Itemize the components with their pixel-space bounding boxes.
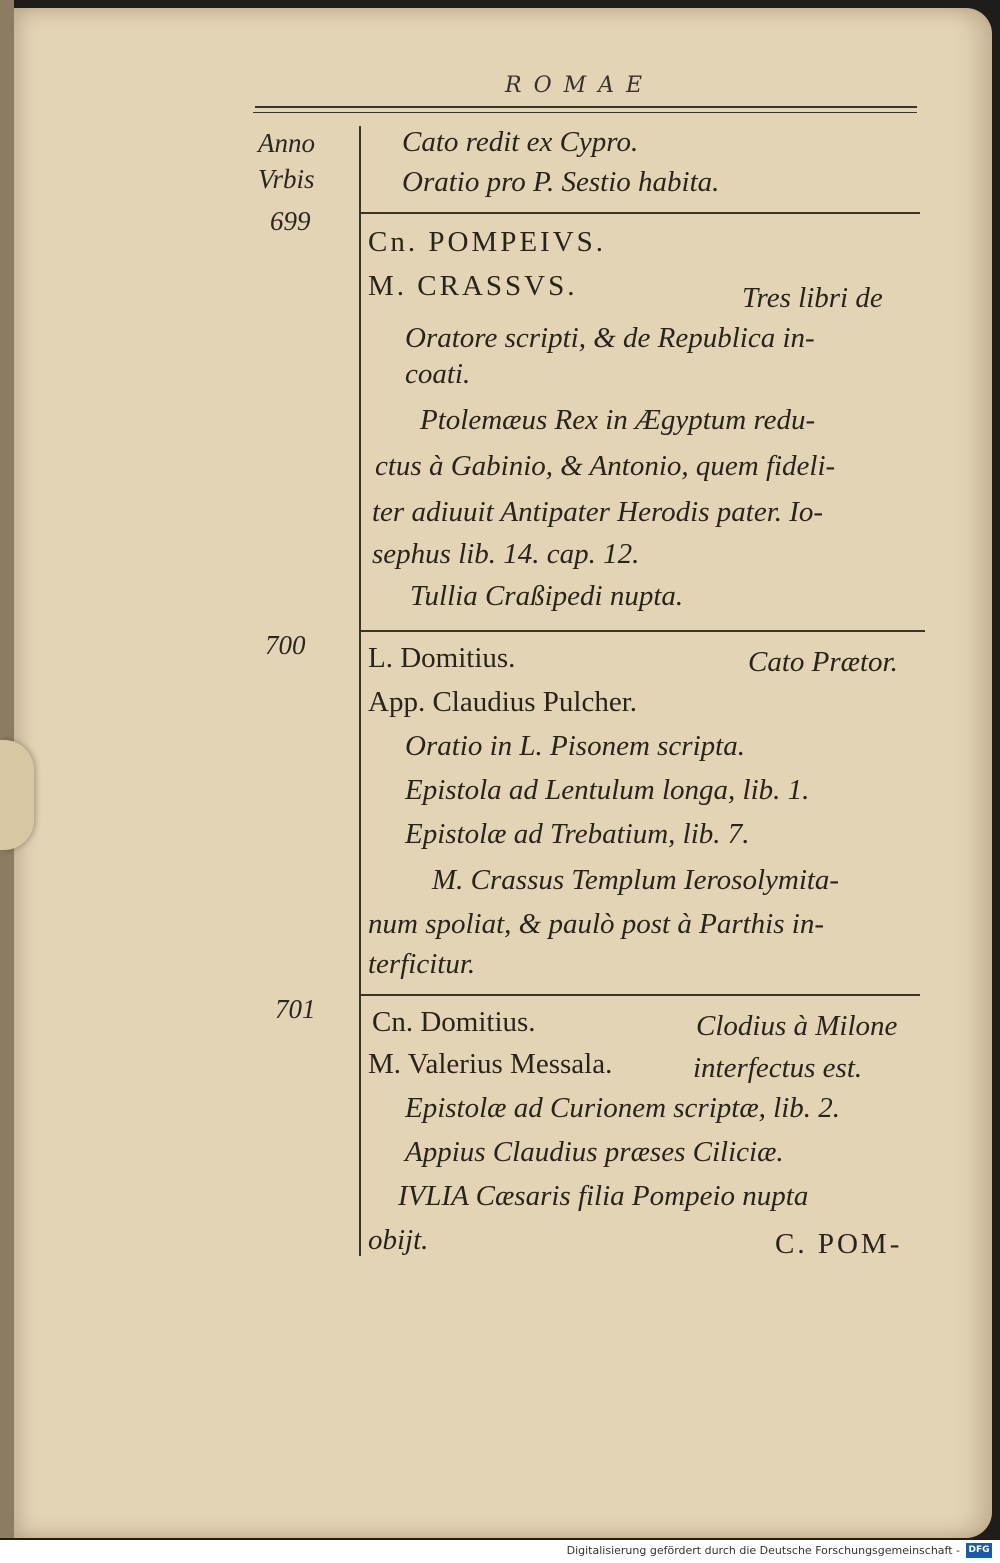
section-rule-700: [360, 630, 925, 632]
head-rule-thin: [253, 112, 917, 113]
entry-line: coati.: [405, 358, 471, 390]
consul-line: M. CRASSVS.: [368, 270, 578, 302]
entry-line: ter adiuuit Antipater Herodis pater. Io-: [372, 496, 824, 528]
entry-line: terficitur.: [368, 948, 476, 980]
consul-line: Cn. Domitius.: [372, 1006, 536, 1038]
entry-line: Oratore scripti, & de Republica in-: [405, 322, 815, 354]
margin-year-700: 700: [265, 630, 306, 660]
dfg-logo: DFG: [966, 1543, 992, 1558]
side-note: Tres libri de: [742, 282, 883, 314]
footer-credit: Digitalisierung gefördert durch die Deutsche Forschungsgemeinschaft -: [566, 1544, 960, 1557]
side-note: Clodius à Milone: [696, 1010, 898, 1042]
page-tab: [0, 740, 34, 850]
column-rule: [359, 126, 361, 1256]
consul-line: L. Domitius.: [368, 642, 516, 674]
entry-line: Appius Claudius præses Ciliciæ.: [405, 1136, 784, 1168]
entry-line: num spoliat, & paulò post à Parthis in-: [368, 908, 824, 940]
entry-line: Tullia Craßipedi nupta.: [410, 580, 684, 612]
entry-line: Epistolæ ad Curionem scriptæ, lib. 2.: [405, 1092, 841, 1124]
margin-anno: Anno: [258, 128, 315, 158]
consul-line: M. Valerius Messala.: [368, 1048, 613, 1080]
entry-line: Cato redit ex Cypro.: [402, 126, 639, 158]
consul-line: Cn. POMPEIVS.: [368, 226, 607, 258]
entry-line: Ptolemæus Rex in Ægyptum redu-: [420, 404, 816, 436]
margin-year-699: 699: [270, 206, 311, 236]
catchword: C. POM-: [775, 1228, 903, 1260]
section-rule-699: [360, 212, 920, 214]
entry-line: Oratio in L. Pisonem scripta.: [405, 730, 745, 762]
section-rule-701: [360, 994, 920, 996]
entry-line: obijt.: [368, 1224, 429, 1256]
consul-line: App. Claudius Pulcher.: [368, 686, 638, 718]
entry-line: sephus lib. 14. cap. 12.: [372, 538, 640, 570]
entry-line: Oratio pro P. Sestio habita.: [402, 166, 720, 198]
side-note: Cato Prætor.: [748, 646, 898, 678]
margin-year-701: 701: [275, 994, 316, 1024]
running-head: ROMAE: [505, 73, 655, 98]
head-rule: [255, 106, 917, 108]
entry-line: ctus à Gabinio, & Antonio, quem fideli-: [375, 450, 836, 482]
entry-line: IVLIA Cæsaris filia Pompeio nupta: [398, 1180, 809, 1212]
entry-line: Epistolæ ad Trebatium, lib. 7.: [405, 818, 750, 850]
entry-line: Epistola ad Lentulum longa, lib. 1.: [405, 774, 810, 806]
margin-urbis: Vrbis: [258, 164, 315, 194]
side-note: interfectus est.: [693, 1052, 863, 1084]
entry-line: M. Crassus Templum Ierosolymita-: [432, 864, 840, 896]
